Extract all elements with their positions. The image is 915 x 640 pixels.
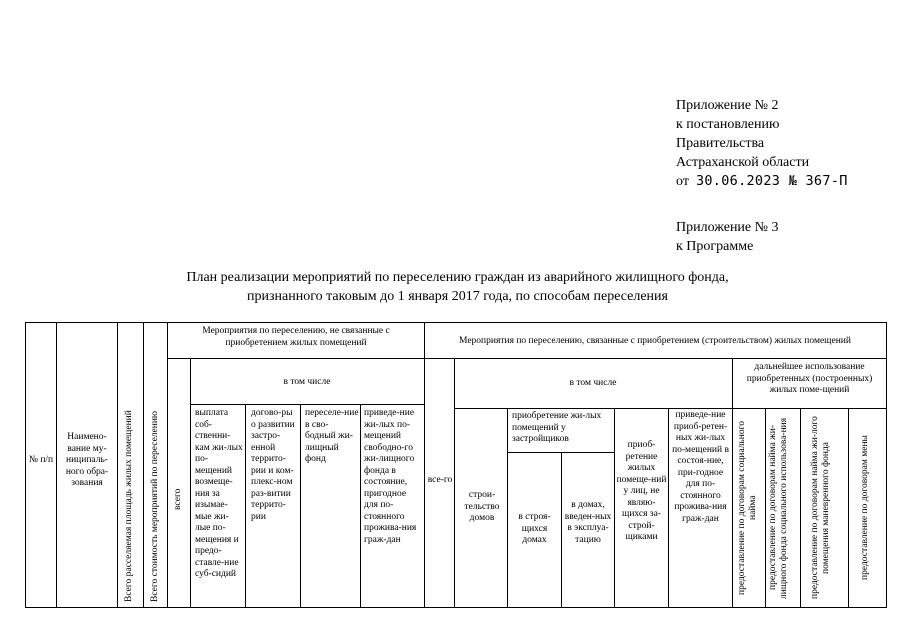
appendix-2-line1: Приложение № 2 [676, 98, 779, 113]
date-prefix: от [676, 174, 689, 189]
hline-further-use [732, 408, 886, 409]
vline-related-further-use [732, 358, 733, 607]
vline-fu-2 [800, 408, 801, 607]
title-line1: План реализации мероприятий по переселению граждан из аварийного жилищного фонда, [186, 270, 729, 285]
vline-after-cost [167, 322, 168, 607]
appendix-2-line4: Астраханской области [676, 155, 810, 170]
header-related-including: в том числе [569, 378, 617, 388]
appendix-3-line2: к Программе [676, 239, 754, 254]
vline-after-area [143, 322, 144, 607]
header-related-commissioned: в домах, введен-ных в эксплуа-тацию [564, 500, 612, 545]
hline-related-including [454, 408, 732, 409]
resolution-date-number: 30.06.2023 № 367-П [695, 173, 848, 189]
appendix-3-line1: Приложение № 3 [676, 220, 779, 235]
vline-unrelated-c1 [245, 404, 246, 607]
header-unrelated-total: всего [173, 488, 183, 510]
header-fu-maneuver: предоставление по договорам найма жи-лого помещения маневренного фонда [810, 416, 831, 600]
header-unrelated-group: Мероприятия по переселению, не связанные с приобретением жилых помещений [202, 326, 390, 348]
vline-after-name [117, 322, 118, 607]
vline-acquire-dev-split [561, 452, 562, 607]
table-bottom-border [25, 607, 887, 608]
table-right-border [886, 322, 887, 607]
header-unrelated-repair: приведе-ние жи-лых по-мещений свободно-го жи-лищного фонда в состояние, пригодное для по-стоянного прожива-ния граж-дан [364, 408, 417, 545]
appendix-2-line3: Правительства [676, 136, 765, 151]
vline-related-build [507, 408, 508, 607]
vline-fu-3 [848, 408, 849, 607]
header-unrelated-development: догово-ры о развитии застро-енной террито-рии и ком-плекс-ном раз-витии террито-рии [251, 408, 295, 522]
header-unrelated-including: в том числе [283, 377, 331, 387]
header-fu-social-use: предоставление по договорам найма жи-лищного фонда социального использова-ния [768, 417, 789, 599]
header-total-area: Всего расселяемая площадь жилых помещений [124, 410, 134, 602]
vline-after-unrelated [424, 322, 425, 607]
vline-related-repair [668, 408, 669, 607]
vline-related-total [454, 358, 455, 607]
header-related-acquire-nondev: приоб-ретение жилых помеще-ний у лиц, не являю-щихся за-строй-щиками [616, 440, 667, 542]
vline-fu-1 [765, 408, 766, 607]
appendix-2-line2: к постановлению [676, 117, 780, 132]
header-fu-exchange: предоставление по договорам мены [860, 435, 870, 581]
vline-after-num [56, 322, 57, 607]
hline-unrelated-header [167, 358, 424, 359]
header-municipality: Наимено-вание му-ниципаль-ного обра-зования [65, 432, 109, 488]
header-unrelated-compensation: выплата соб-ственни-кам жи-лых по-мещений возмеще-ния за изымае-мые жи-лые по-мещения и предо-ставле-ние суб-сидий [195, 408, 243, 579]
table-top-border [25, 322, 887, 323]
table-left-border [25, 322, 26, 607]
title-line2: признанного таковым до 1 января 2017 года, по способам переселения [247, 289, 668, 304]
header-related-repair: приведе-ние приоб-ретен-ных жи-лых по-мещений в состоя-ние, при-годное для по-стоянного прожива-ния граж-дан [672, 410, 729, 524]
vline-related-acquire-nondev [614, 408, 615, 607]
hline-unrelated-including [190, 404, 424, 405]
hline-related-header [424, 358, 886, 359]
header-related-build: строи-тельство домов [464, 490, 500, 523]
header-related-acquire-developers: приобретение жи-лых помещений у застройщиков [512, 411, 602, 444]
header-unrelated-free-fund: переселе-ние в сво-бодный жи-лищный фонд [305, 408, 359, 464]
header-fu-social: предоставление по договорам социального найма [737, 421, 758, 596]
vline-unrelated-c3 [360, 404, 361, 607]
header-related-total: все-го [427, 475, 453, 485]
header-total-cost: Всего стоимость мероприятий по переселению [150, 410, 160, 602]
header-related-under-construction: в строя-щихся домах [518, 512, 551, 545]
header-related-group: Мероприятия по переселению, связанные с приобретением (строительством) жилых помещений [459, 336, 851, 346]
vline-unrelated-c2 [300, 404, 301, 607]
header-number: № п/п [28, 455, 54, 465]
header-further-use: дальнейшее использование приобретенных (построенных) жилых поме-щений [746, 362, 873, 395]
vline-unrelated-total [190, 358, 191, 607]
